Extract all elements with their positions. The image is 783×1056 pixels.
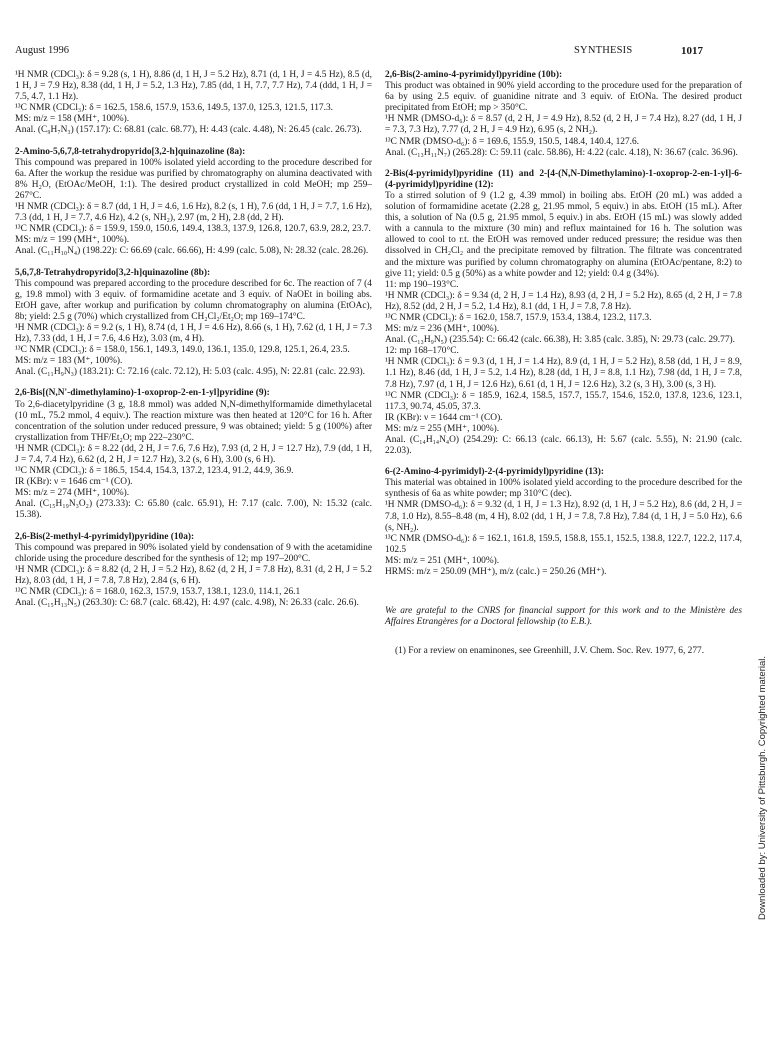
paragraph: ¹³C NMR (DMSO-d₆): δ = 162.1, 161.8, 159.5, 158.8, 155.1, 152.5, 138.8, 122.7, 122.2, 117.4, 102.5 xyxy=(385,533,742,555)
compound-title: 6-(2-Amino-4-pyrimidyl)-2-(4-pyrimidyl)pyridine (13): xyxy=(385,467,604,478)
paragraph-gap xyxy=(385,457,742,467)
download-notice: Downloaded by: University of Pittsburgh. Copyrighted material. xyxy=(757,655,768,920)
reference: (1) For a review on enaminones, see Greenhill, J.V. Chem. Soc. Rev. 1977, 6, 277. xyxy=(395,646,705,657)
paragraph: Anal. (C₁₃H₉N₅) (235.54): C: 66.42 (calc. 66.38), H: 3.85 (calc. 3.85), N: 29.73 (calc. 29.77). xyxy=(385,335,735,346)
paragraph: IR (KBr): ν = 1644 cm⁻¹ (CO). xyxy=(385,412,503,423)
page-header xyxy=(0,45,783,59)
paragraph: To 2,6-diacetylpyridine (3 g, 18.8 mmol) was added N,N-dimethylformamide dimethylacetal (10 mL, 75.2 mmol, 4 equiv.). The reaction mixture was then heated at 120°C for 16 h. After concentration of the solution under reduced pressure, 9 was obtained; yield: 5 g (100%) after crystallization from THF/Et₂O; mp 222–230°C. xyxy=(15,399,372,443)
paragraph: ¹H NMR (CDCl₃): δ = 9.34 (d, 2 H, J = 1.4 Hz), 8.93 (d, 2 H, J = 5.2 Hz), 8.65 (d, 2 H, J = 7.8 Hz), 8.52 (dd, 2 H, J = 5.2, 1.4 Hz), 8.1 (dd, 1 H, J = 7.8, 7.8 Hz). xyxy=(385,290,742,312)
left-column xyxy=(15,70,372,609)
paragraph: MS: m/z = 274 (MH⁺, 100%). xyxy=(15,488,130,499)
paragraph: Anal. (C₁₁H₁₀N₄) (198.22): C: 66.69 (calc. 66.66), H: 4.99 (calc. 5.08), N: 28.32 (calc. 28.26). xyxy=(15,246,369,257)
paragraph: ¹H NMR (CDCl₃): δ = 9.3 (d, 1 H, J = 1.4 Hz), 8.9 (d, 1 H, J = 5.2 Hz), 8.58 (dd, 1 H, J = 8.9, 1.1 Hz), 8.46 (dd, 1 H, J = 5.2, 1.4 Hz), 8.28 (dd, 1 H, J = 8.8, 1.1 Hz), 7.98 (dd, 1 H, J = 7.8, 7.8 Hz), 7.97 (d, 1 H, J = 12.6 Hz), 6.61 (d, 1 H, J = 12.6 Hz), 3.2 (s, 3 H), 3.00 (s, 3 H). xyxy=(385,357,742,390)
compound-title: 5,6,7,8-Tetrahydropyrido[3,2-h]quinazoline (8b): xyxy=(15,267,211,278)
paragraph: Anal. (C₁₅H₁₉N₃O₂) (273.33): C: 65.80 (calc. 65.91), H: 7.17 (calc. 7.00), N: 15.32 (calc. 15.38). xyxy=(15,499,372,521)
paragraph-gap xyxy=(15,137,372,147)
paragraph: This compound was prepared in 90% isolated yield by condensation of 9 with the acetamidine chloride using the procedure described for the synthesis of 12; mp 197–200°C. xyxy=(15,542,372,564)
paragraph: ¹³C NMR (CDCl₃): δ = 162.0, 158.7, 157.9, 153.4, 138.4, 123.2, 117.3. xyxy=(385,312,652,323)
paragraph: 12: mp 168–170°C. xyxy=(385,346,459,357)
paragraph-gap xyxy=(15,378,372,388)
paragraph: ¹H NMR (CDCl₃): δ = 8.7 (dd, 1 H, J = 4.6, 1.6 Hz), 8.2 (s, 1 H), 7.6 (dd, 1 H, J = 7.7, 1.6 Hz), 7.3 (dd, 1 H, J = 7.7, 4.6 Hz), 4.2 (s, NH₂), 2.97 (m, 2 H), 2.8 (dd, 2 H). xyxy=(15,202,372,224)
paragraph: MS: m/z = 183 (M⁺, 100%). xyxy=(15,356,123,367)
paragraph: Anal. (C₁₅H₁₃N₅) (263.30): C: 68.7 (calc. 68.42), H: 4.97 (calc. 4.98), N: 26.33 (calc. 26.6). xyxy=(15,598,359,609)
compound-title: 2-Amino-5,6,7,8-tetrahydropyrido[3,2-h]quinazoline (8a): xyxy=(15,146,246,157)
paragraph: MS: m/z = 255 (MH⁺, 100%). xyxy=(385,423,500,434)
paragraph: ¹³C NMR (DMSO-d₆): δ = 169.6, 155.9, 150.5, 148.4, 140.4, 127.6. xyxy=(385,136,640,147)
paragraph: Anal. (C₁₄H₁₄N₄O) (254.29): C: 66.13 (calc. 66.13), H: 5.67 (calc. 5.55), N: 21.90 (calc. 22.03). xyxy=(385,435,742,457)
paragraph: ¹³C NMR (CDCl₃): δ = 159.9, 159.0, 150.6, 149.4, 138.3, 137.9, 126.8, 120.7, 63.9, 28.2, 23.7. xyxy=(15,224,371,235)
paragraph: To a stirred solution of 9 (1.2 g, 4.39 mmol) in boiling abs. EtOH (20 mL) was added a solution of formamidine acetate (2.28 g, 21.95 mmol, 5 equiv.) in abs. EtOH (15 mL). After this, a solution of Na (0.5 g, 21.95 mmol, 5 equiv.) in abs. EtOH (15 mL) was slowly added with a cannula to the mixture (30 min) and reflux maintained for 16 h. The solution was allowed to cool to r.t. the EtOH was removed under reduced pressure; the residue was then dissolved in CH₂Cl₂ and the precipitate removed by filtration. The filtrate was concentrated and the mixture was purified by column chromatography on alumina (EtOAc/pentane, 8:2) to give 11; yield: 0.5 g (50%) as a white powder and 12; yield: 0.4 g (34%). xyxy=(385,190,742,279)
compound-title: 2-Bis(4-pyrimidyl)pyridine (11) and 2-[4-(N,N-Dimethylamino)-1-oxoprop-2-en-1-yl]-6-(4-pyrimidyl)pyridine (12): xyxy=(385,168,742,190)
paragraph: MS: m/z = 158 (MH⁺, 100%). xyxy=(15,114,130,125)
paragraph: Anal. (C₉H₇N₃) (157.17): C: 68.81 (calc. 68.77), H: 4.43 (calc. 4.48), N: 26.45 (calc. 26.73). xyxy=(15,125,362,136)
header-date: August 1996 xyxy=(15,45,69,56)
paragraph: This material was obtained in 100% isolated yield according to the procedure described for the synthesis of 6a as white powder; mp 310°C (dec). xyxy=(385,478,742,500)
paragraph-gap xyxy=(385,159,742,169)
paragraph: This product was obtained in 90% yield according to the procedure used for the preparation of 6a by using 2.5 equiv. of guanidine nitrate and 3 equiv. of EtONa. The desired product precipitated from EtOH; mp > 350°C. xyxy=(385,81,742,114)
paragraph: ¹³C NMR (CDCl₃): δ = 162.5, 158.6, 157.9, 153.6, 149.5, 137.0, 125.3, 121.5, 117.3. xyxy=(15,103,333,114)
paragraph: ¹³C NMR (CDCl₃): δ = 186.5, 154.4, 154.3, 137.2, 123.4, 91.2, 44.9, 36.9. xyxy=(15,466,294,477)
paragraph: ¹H NMR (DMSO-d₆): δ = 9.32 (d, 1 H, J = 1.3 Hz), 8.92 (d, 1 H, J = 5.2 Hz), 8.6 (dd, 2 H, J = 7.8, 1.0 Hz), 8.55–8.48 (m, 4 H), 8.02 (dd, 1 H, J = 7.8, 7.8 Hz), 7.84 (d, 1 H, J = 5.0 Hz), 6.6 (s, NH₂). xyxy=(385,500,742,533)
paragraph: ¹³C NMR (CDCl₃): δ = 158.0, 156.1, 149.3, 149.0, 136.1, 135.0, 129.8, 125.1, 26.4, 23.5. xyxy=(15,345,350,356)
paragraph: ¹H NMR (CDCl₃): δ = 8.82 (d, 2 H, J = 5.2 Hz), 8.62 (d, 2 H, J = 7.8 Hz), 8.31 (d, 2 H, J = 5.2 Hz), 8.03 (dd, 1 H, J = 7.8, 7.8 Hz), 2.84 (s, 6 H). xyxy=(15,564,372,586)
paragraph: Anal. (C₁₃H₁₁N₇) (265.28): C: 59.11 (calc. 58.86), H: 4.22 (calc. 4.18), N: 36.67 (calc. 36.96). xyxy=(385,147,738,158)
paragraph-gap xyxy=(15,258,372,268)
paragraph: MS: m/z = 251 (MH⁺, 100%). xyxy=(385,555,500,566)
paragraph: ¹H NMR (CDCl₃): δ = 9.2 (s, 1 H), 8.74 (d, 1 H, J = 4.6 Hz), 8.66 (s, 1 H), 7.62 (d, 1 H, J = 7.3 Hz), 7.33 (dd, 1 H, J = 7.6, 4.6 Hz), 3.03 (m, 4 H). xyxy=(15,322,372,345)
paragraph: ¹³C NMR (CDCl₃): δ = 185.9, 162.4, 158.5, 157.7, 155.7, 154.6, 152.0, 137.8, 123.6, 123.1, 117.3, 90.74, 45.05, 37.3. xyxy=(385,390,742,412)
paragraph: HRMS: m/z = 250.09 (MH⁺), m/z (calc.) = 250.26 (MH⁺). xyxy=(385,567,607,578)
acknowledgement: We are grateful to the CNRS for financial support for this work and to the Ministère des Affaires Etrangères for a Doctoral fellowship (to E.B.). xyxy=(385,606,742,628)
paragraph: ¹H NMR (CDCl₃): δ = 9.28 (s, 1 H), 8.86 (d, 1 H, J = 5.2 Hz), 8.71 (d, 1 H, J = 4.5 Hz), 8.5 (d, 1 H, J = 7.9 Hz), 8.38 (dd, 1 H, J = 5.2, 1.3 Hz), 7.85 (dd, 1 H, 7.7, 7.7 Hz), 7.4 (ddd, 1 H, J = 7.5, 4.7, 1.1 Hz). xyxy=(15,70,372,103)
paragraph: This compound was prepared in 100% isolated yield according to the procedure described for 6a. After the workup the residue was purified by chromatography on alumina deactivated with 8% H₂O, (EtOAc/MeOH, 1:1). The desired product crystallized in cold MeOH; mp 259–267°C. xyxy=(15,157,372,201)
paragraph: MS: m/z = 236 (MH⁺, 100%). xyxy=(385,324,500,335)
paragraph-gap xyxy=(15,522,372,532)
paragraph: This compound was prepared according to the procedure described for 6c. The reaction of 7 (4 g, 19.8 mmol) with 3 equiv. of formamidine acetate and 3 equiv. of NaOEt in boiling abs. EtOH gave, after workup and purification by column chromatography on alumina (EtOAc), 8b; yield: 2.5 g (70%) which crystallized from CH₂Cl₂/Et₂O; mp 169–174°C. xyxy=(15,278,372,322)
header-page-number: 1017 xyxy=(681,45,703,57)
paragraph: ¹H NMR (DMSO-d₆): δ = 8.57 (d, 2 H, J = 4.9 Hz), 8.52 (d, 2 H, J = 7.4 Hz), 8.27 (dd, 1 H, J = 7.3, 7.3 Hz), 7.77 (d, 2 H, J = 4.9 Hz), 6.95 (s, 2 NH₂). xyxy=(385,114,742,136)
compound-title: 2,6-Bis(2-methyl-4-pyrimidyl)pyridine (10a): xyxy=(15,531,195,542)
paragraph: Anal. (C₁₁H₉N₃) (183.21): C: 72.16 (calc. 72.12), H: 5.03 (calc. 4.95), N: 22.81 (calc. 22.93). xyxy=(15,367,365,378)
paragraph: ¹H NMR (CDCl₃): δ = 8.22 (dd, 2 H, J = 7.6, 7.6 Hz), 7.93 (d, 2 H, J = 12.7 Hz), 7.9 (dd, 1 H, J = 7.4, 7.4 Hz), 6.62 (d, 2 H, J = 12.7 Hz), 3.2 (s, 6 H), 3.00 (s, 6 H). xyxy=(15,443,372,465)
paragraph: MS: m/z = 199 (MH⁺, 100%). xyxy=(15,235,130,246)
paragraph: IR (KBr): ν = 1646 cm⁻¹ (CO). xyxy=(15,477,133,488)
compound-title: 2,6-Bis[(N,N'-dimethylamino)-1-oxoprop-2-en-1-yl]pyridine (9): xyxy=(15,388,270,399)
header-journal: SYNTHESIS xyxy=(574,45,633,56)
paragraph: ¹³C NMR (CDCl₃): δ = 168.0, 162.3, 157.9, 153.7, 138.1, 123.0, 114.1, 26.1 xyxy=(15,587,301,598)
compound-title: 2,6-Bis(2-amino-4-pyrimidyl)pyridine (10b): xyxy=(385,70,563,80)
right-column xyxy=(385,70,742,657)
paragraph: 11: mp 190–193°C. xyxy=(385,279,459,290)
